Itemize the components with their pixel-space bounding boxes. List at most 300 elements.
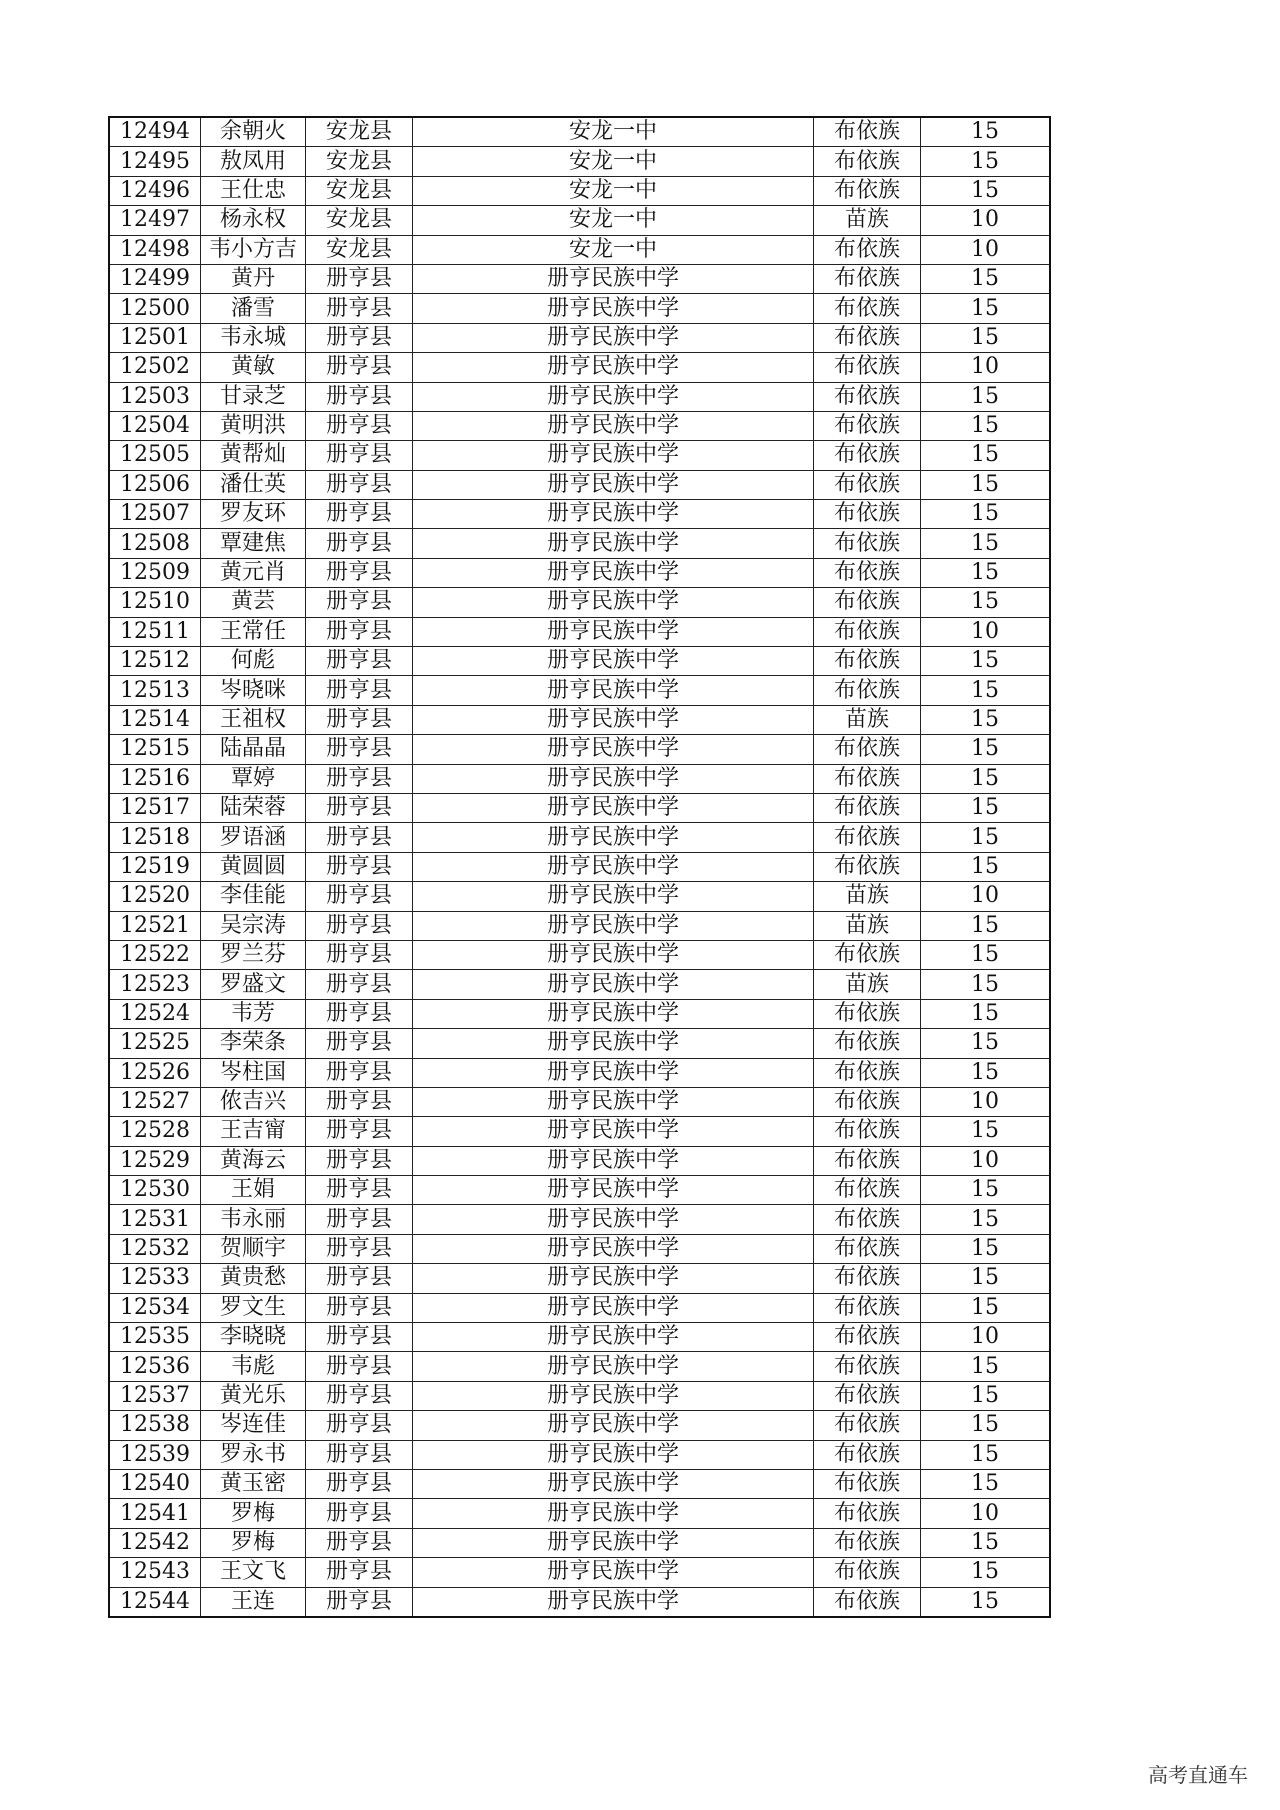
cell-name: 杨永权	[201, 206, 306, 235]
table-row	[109, 206, 1050, 235]
cell-id: 12520	[109, 882, 201, 911]
table-row	[109, 1176, 1050, 1205]
cell-score: 15	[921, 999, 1051, 1028]
cell-school: 安龙一中	[413, 206, 814, 235]
cell-school: 安龙一中	[413, 147, 814, 176]
cell-ethnicity: 布依族	[814, 1205, 921, 1234]
cell-id: 12502	[109, 353, 201, 382]
table-row	[109, 1029, 1050, 1058]
table-row	[109, 647, 1050, 676]
cell-score: 15	[921, 735, 1051, 764]
cell-ethnicity: 布依族	[814, 1264, 921, 1293]
cell-name: 黄圆圆	[201, 852, 306, 881]
cell-id: 12500	[109, 294, 201, 323]
cell-county: 册亨县	[306, 1323, 413, 1352]
table-row	[109, 441, 1050, 470]
cell-county: 安龙县	[306, 147, 413, 176]
cell-ethnicity: 布依族	[814, 264, 921, 293]
table-row	[109, 147, 1050, 176]
cell-id: 12506	[109, 470, 201, 499]
cell-ethnicity: 布依族	[814, 1117, 921, 1146]
cell-county: 册亨县	[306, 1058, 413, 1087]
cell-ethnicity: 布依族	[814, 529, 921, 558]
cell-name: 黄帮灿	[201, 441, 306, 470]
cell-id: 12525	[109, 1029, 201, 1058]
table-row	[109, 970, 1050, 999]
cell-score: 15	[921, 676, 1051, 705]
cell-name: 何彪	[201, 647, 306, 676]
cell-county: 册亨县	[306, 1411, 413, 1440]
cell-score: 15	[921, 411, 1051, 440]
cell-name: 黄元肖	[201, 558, 306, 587]
cell-county: 册亨县	[306, 1352, 413, 1381]
cell-id: 12503	[109, 382, 201, 411]
cell-county: 册亨县	[306, 1440, 413, 1469]
cell-id: 12544	[109, 1587, 201, 1617]
cell-score: 15	[921, 117, 1051, 147]
cell-ethnicity: 布依族	[814, 176, 921, 205]
cell-id: 12523	[109, 970, 201, 999]
cell-id: 12518	[109, 823, 201, 852]
cell-school: 册亨民族中学	[413, 1293, 814, 1322]
cell-name: 罗友环	[201, 500, 306, 529]
cell-score: 15	[921, 940, 1051, 969]
table-row	[109, 764, 1050, 793]
cell-name: 韦永城	[201, 323, 306, 352]
cell-score: 15	[921, 558, 1051, 587]
cell-school: 册亨民族中学	[413, 1117, 814, 1146]
cell-name: 潘仕英	[201, 470, 306, 499]
cell-ethnicity: 布依族	[814, 852, 921, 881]
roster-table	[108, 116, 1051, 1618]
cell-school: 安龙一中	[413, 117, 814, 147]
cell-score: 15	[921, 705, 1051, 734]
cell-county: 册亨县	[306, 852, 413, 881]
cell-school: 册亨民族中学	[413, 1234, 814, 1263]
table-row	[109, 1469, 1050, 1498]
table-row	[109, 1440, 1050, 1469]
cell-name: 李荣条	[201, 1029, 306, 1058]
cell-score: 15	[921, 1205, 1051, 1234]
cell-score: 15	[921, 1469, 1051, 1498]
table-row	[109, 323, 1050, 352]
cell-school: 册亨民族中学	[413, 1558, 814, 1587]
roster-table-body	[109, 117, 1050, 1617]
cell-score: 10	[921, 882, 1051, 911]
cell-name: 贺顺宇	[201, 1234, 306, 1263]
table-row	[109, 294, 1050, 323]
cell-school: 册亨民族中学	[413, 1146, 814, 1175]
cell-school: 册亨民族中学	[413, 1352, 814, 1381]
cell-name: 岑连佳	[201, 1411, 306, 1440]
cell-school: 册亨民族中学	[413, 1323, 814, 1352]
cell-county: 安龙县	[306, 176, 413, 205]
table-row	[109, 1558, 1050, 1587]
cell-score: 15	[921, 1352, 1051, 1381]
cell-name: 黄丹	[201, 264, 306, 293]
cell-id: 12505	[109, 441, 201, 470]
cell-id: 12515	[109, 735, 201, 764]
cell-school: 册亨民族中学	[413, 793, 814, 822]
cell-score: 15	[921, 1558, 1051, 1587]
cell-score: 15	[921, 500, 1051, 529]
cell-county: 册亨县	[306, 558, 413, 587]
cell-name: 韦芳	[201, 999, 306, 1028]
cell-id: 12521	[109, 911, 201, 940]
cell-county: 册亨县	[306, 382, 413, 411]
cell-score: 15	[921, 147, 1051, 176]
cell-id: 12504	[109, 411, 201, 440]
cell-name: 吴宗涛	[201, 911, 306, 940]
cell-ethnicity: 布依族	[814, 1293, 921, 1322]
cell-name: 潘雪	[201, 294, 306, 323]
cell-ethnicity: 布依族	[814, 764, 921, 793]
cell-county: 安龙县	[306, 235, 413, 264]
cell-score: 15	[921, 441, 1051, 470]
cell-school: 册亨民族中学	[413, 264, 814, 293]
table-row	[109, 1087, 1050, 1116]
cell-score: 15	[921, 1528, 1051, 1557]
cell-ethnicity: 苗族	[814, 970, 921, 999]
cell-school: 册亨民族中学	[413, 558, 814, 587]
cell-score: 10	[921, 617, 1051, 646]
cell-school: 册亨民族中学	[413, 1058, 814, 1087]
cell-id: 12524	[109, 999, 201, 1028]
cell-school: 安龙一中	[413, 235, 814, 264]
cell-id: 12537	[109, 1381, 201, 1410]
cell-county: 册亨县	[306, 882, 413, 911]
cell-name: 黄光乐	[201, 1381, 306, 1410]
cell-ethnicity: 布依族	[814, 1528, 921, 1557]
cell-county: 册亨县	[306, 1293, 413, 1322]
table-row	[109, 1352, 1050, 1381]
cell-school: 册亨民族中学	[413, 1381, 814, 1410]
cell-id: 12497	[109, 206, 201, 235]
cell-ethnicity: 苗族	[814, 911, 921, 940]
table-row	[109, 1146, 1050, 1175]
cell-county: 册亨县	[306, 970, 413, 999]
cell-id: 12530	[109, 1176, 201, 1205]
cell-ethnicity: 布依族	[814, 1499, 921, 1528]
cell-school: 册亨民族中学	[413, 500, 814, 529]
cell-score: 15	[921, 1029, 1051, 1058]
cell-school: 册亨民族中学	[413, 353, 814, 382]
watermark-text: 高考直通车	[1148, 1763, 1248, 1787]
cell-school: 册亨民族中学	[413, 911, 814, 940]
table-row	[109, 1587, 1050, 1617]
cell-county: 册亨县	[306, 588, 413, 617]
cell-school: 册亨民族中学	[413, 999, 814, 1028]
cell-school: 册亨民族中学	[413, 294, 814, 323]
cell-name: 李晓晓	[201, 1323, 306, 1352]
cell-score: 15	[921, 823, 1051, 852]
cell-id: 12509	[109, 558, 201, 587]
cell-school: 册亨民族中学	[413, 1440, 814, 1469]
cell-school: 册亨民族中学	[413, 1087, 814, 1116]
cell-score: 15	[921, 1411, 1051, 1440]
table-row	[109, 500, 1050, 529]
cell-id: 12534	[109, 1293, 201, 1322]
cell-school: 册亨民族中学	[413, 705, 814, 734]
cell-school: 册亨民族中学	[413, 1528, 814, 1557]
cell-school: 册亨民族中学	[413, 1264, 814, 1293]
cell-score: 15	[921, 793, 1051, 822]
cell-school: 册亨民族中学	[413, 617, 814, 646]
table-row	[109, 1234, 1050, 1263]
cell-school: 册亨民族中学	[413, 382, 814, 411]
cell-ethnicity: 布依族	[814, 1587, 921, 1617]
cell-score: 15	[921, 176, 1051, 205]
cell-id: 12510	[109, 588, 201, 617]
table-row	[109, 353, 1050, 382]
cell-school: 册亨民族中学	[413, 1205, 814, 1234]
cell-score: 10	[921, 1323, 1051, 1352]
cell-name: 罗永书	[201, 1440, 306, 1469]
cell-school: 安龙一中	[413, 176, 814, 205]
cell-name: 余朝火	[201, 117, 306, 147]
table-row	[109, 823, 1050, 852]
table-row	[109, 558, 1050, 587]
cell-county: 册亨县	[306, 823, 413, 852]
cell-score: 15	[921, 911, 1051, 940]
cell-score: 15	[921, 1176, 1051, 1205]
cell-score: 15	[921, 970, 1051, 999]
cell-name: 王祖权	[201, 705, 306, 734]
table-row	[109, 264, 1050, 293]
table-row	[109, 1323, 1050, 1352]
cell-school: 册亨民族中学	[413, 735, 814, 764]
cell-id: 12529	[109, 1146, 201, 1175]
cell-county: 册亨县	[306, 441, 413, 470]
table-row	[109, 1381, 1050, 1410]
cell-id: 12532	[109, 1234, 201, 1263]
cell-name: 韦永丽	[201, 1205, 306, 1234]
cell-school: 册亨民族中学	[413, 1499, 814, 1528]
table-row	[109, 176, 1050, 205]
cell-score: 15	[921, 1293, 1051, 1322]
cell-ethnicity: 布依族	[814, 382, 921, 411]
cell-school: 册亨民族中学	[413, 647, 814, 676]
cell-name: 罗兰芬	[201, 940, 306, 969]
cell-name: 甘录芝	[201, 382, 306, 411]
roster-table-container	[108, 116, 1051, 1618]
table-row	[109, 999, 1050, 1028]
cell-name: 黄贵愁	[201, 1264, 306, 1293]
cell-ethnicity: 布依族	[814, 441, 921, 470]
cell-score: 15	[921, 588, 1051, 617]
cell-county: 册亨县	[306, 764, 413, 793]
cell-id: 12541	[109, 1499, 201, 1528]
table-row	[109, 1264, 1050, 1293]
cell-county: 册亨县	[306, 1176, 413, 1205]
cell-score: 15	[921, 382, 1051, 411]
cell-county: 册亨县	[306, 1205, 413, 1234]
cell-score: 10	[921, 353, 1051, 382]
cell-score: 10	[921, 1499, 1051, 1528]
table-row	[109, 852, 1050, 881]
cell-ethnicity: 布依族	[814, 500, 921, 529]
cell-ethnicity: 布依族	[814, 1234, 921, 1263]
cell-id: 12516	[109, 764, 201, 793]
table-row	[109, 911, 1050, 940]
cell-name: 黄海云	[201, 1146, 306, 1175]
cell-ethnicity: 苗族	[814, 206, 921, 235]
cell-ethnicity: 布依族	[814, 1146, 921, 1175]
cell-ethnicity: 布依族	[814, 353, 921, 382]
cell-score: 15	[921, 647, 1051, 676]
cell-score: 10	[921, 206, 1051, 235]
cell-ethnicity: 布依族	[814, 470, 921, 499]
cell-id: 12543	[109, 1558, 201, 1587]
cell-score: 15	[921, 1058, 1051, 1087]
cell-ethnicity: 布依族	[814, 793, 921, 822]
cell-ethnicity: 布依族	[814, 1440, 921, 1469]
cell-school: 册亨民族中学	[413, 852, 814, 881]
cell-county: 册亨县	[306, 793, 413, 822]
cell-name: 王连	[201, 1587, 306, 1617]
cell-school: 册亨民族中学	[413, 676, 814, 705]
cell-ethnicity: 布依族	[814, 1558, 921, 1587]
cell-county: 册亨县	[306, 500, 413, 529]
cell-county: 册亨县	[306, 735, 413, 764]
cell-name: 覃建焦	[201, 529, 306, 558]
cell-school: 册亨民族中学	[413, 411, 814, 440]
cell-county: 册亨县	[306, 617, 413, 646]
cell-name: 罗语涵	[201, 823, 306, 852]
table-row	[109, 735, 1050, 764]
cell-id: 12542	[109, 1528, 201, 1557]
cell-name: 岑柱国	[201, 1058, 306, 1087]
cell-ethnicity: 布依族	[814, 1058, 921, 1087]
table-row	[109, 793, 1050, 822]
cell-ethnicity: 布依族	[814, 1323, 921, 1352]
table-row	[109, 1528, 1050, 1557]
cell-county: 册亨县	[306, 1381, 413, 1410]
cell-score: 10	[921, 235, 1051, 264]
cell-ethnicity: 布依族	[814, 1469, 921, 1498]
cell-id: 12536	[109, 1352, 201, 1381]
cell-county: 册亨县	[306, 940, 413, 969]
table-row	[109, 1117, 1050, 1146]
cell-ethnicity: 布依族	[814, 117, 921, 147]
cell-score: 15	[921, 1587, 1051, 1617]
table-row	[109, 1293, 1050, 1322]
cell-school: 册亨民族中学	[413, 441, 814, 470]
cell-name: 王文飞	[201, 1558, 306, 1587]
cell-ethnicity: 布依族	[814, 940, 921, 969]
cell-name: 陆晶晶	[201, 735, 306, 764]
cell-ethnicity: 布依族	[814, 1087, 921, 1116]
cell-name: 黄芸	[201, 588, 306, 617]
cell-school: 册亨民族中学	[413, 588, 814, 617]
cell-school: 册亨民族中学	[413, 1411, 814, 1440]
cell-name: 罗梅	[201, 1528, 306, 1557]
cell-ethnicity: 布依族	[814, 823, 921, 852]
cell-name: 王常任	[201, 617, 306, 646]
cell-county: 册亨县	[306, 470, 413, 499]
cell-name: 岑晓咪	[201, 676, 306, 705]
cell-county: 册亨县	[306, 1558, 413, 1587]
cell-score: 15	[921, 323, 1051, 352]
cell-id: 12528	[109, 1117, 201, 1146]
cell-name: 王娟	[201, 1176, 306, 1205]
cell-id: 12540	[109, 1469, 201, 1498]
cell-score: 15	[921, 1234, 1051, 1263]
cell-ethnicity: 布依族	[814, 617, 921, 646]
table-row	[109, 617, 1050, 646]
cell-county: 安龙县	[306, 117, 413, 147]
cell-id: 12508	[109, 529, 201, 558]
cell-score: 15	[921, 264, 1051, 293]
cell-score: 15	[921, 1440, 1051, 1469]
table-row	[109, 676, 1050, 705]
cell-county: 册亨县	[306, 1146, 413, 1175]
cell-county: 册亨县	[306, 911, 413, 940]
cell-county: 册亨县	[306, 676, 413, 705]
cell-score: 15	[921, 470, 1051, 499]
cell-score: 15	[921, 529, 1051, 558]
cell-ethnicity: 布依族	[814, 1381, 921, 1410]
cell-id: 12498	[109, 235, 201, 264]
cell-name: 陆荣蓉	[201, 793, 306, 822]
table-row	[109, 411, 1050, 440]
table-row	[109, 705, 1050, 734]
cell-ethnicity: 布依族	[814, 1029, 921, 1058]
cell-county: 册亨县	[306, 705, 413, 734]
cell-school: 册亨民族中学	[413, 823, 814, 852]
cell-id: 12533	[109, 1264, 201, 1293]
cell-name: 罗文生	[201, 1293, 306, 1322]
cell-ethnicity: 布依族	[814, 1411, 921, 1440]
cell-id: 12495	[109, 147, 201, 176]
cell-name: 韦彪	[201, 1352, 306, 1381]
cell-name: 王仕忠	[201, 176, 306, 205]
cell-ethnicity: 布依族	[814, 323, 921, 352]
cell-id: 12512	[109, 647, 201, 676]
cell-county: 册亨县	[306, 1234, 413, 1263]
cell-id: 12539	[109, 1440, 201, 1469]
cell-school: 册亨民族中学	[413, 1587, 814, 1617]
cell-school: 册亨民族中学	[413, 1029, 814, 1058]
cell-county: 册亨县	[306, 264, 413, 293]
table-row	[109, 882, 1050, 911]
cell-id: 12527	[109, 1087, 201, 1116]
cell-school: 册亨民族中学	[413, 882, 814, 911]
cell-name: 黄敏	[201, 353, 306, 382]
cell-ethnicity: 布依族	[814, 1176, 921, 1205]
cell-county: 册亨县	[306, 323, 413, 352]
cell-county: 册亨县	[306, 1264, 413, 1293]
cell-ethnicity: 布依族	[814, 647, 921, 676]
cell-county: 册亨县	[306, 1528, 413, 1557]
cell-ethnicity: 布依族	[814, 294, 921, 323]
cell-id: 12531	[109, 1205, 201, 1234]
cell-county: 册亨县	[306, 1587, 413, 1617]
cell-ethnicity: 苗族	[814, 705, 921, 734]
cell-score: 15	[921, 764, 1051, 793]
cell-name: 敖凤用	[201, 147, 306, 176]
cell-school: 册亨民族中学	[413, 1469, 814, 1498]
cell-id: 12513	[109, 676, 201, 705]
table-row	[109, 529, 1050, 558]
cell-id: 12519	[109, 852, 201, 881]
cell-name: 黄玉密	[201, 1469, 306, 1498]
cell-school: 册亨民族中学	[413, 970, 814, 999]
cell-county: 安龙县	[306, 206, 413, 235]
table-row	[109, 382, 1050, 411]
cell-ethnicity: 布依族	[814, 558, 921, 587]
cell-id: 12511	[109, 617, 201, 646]
